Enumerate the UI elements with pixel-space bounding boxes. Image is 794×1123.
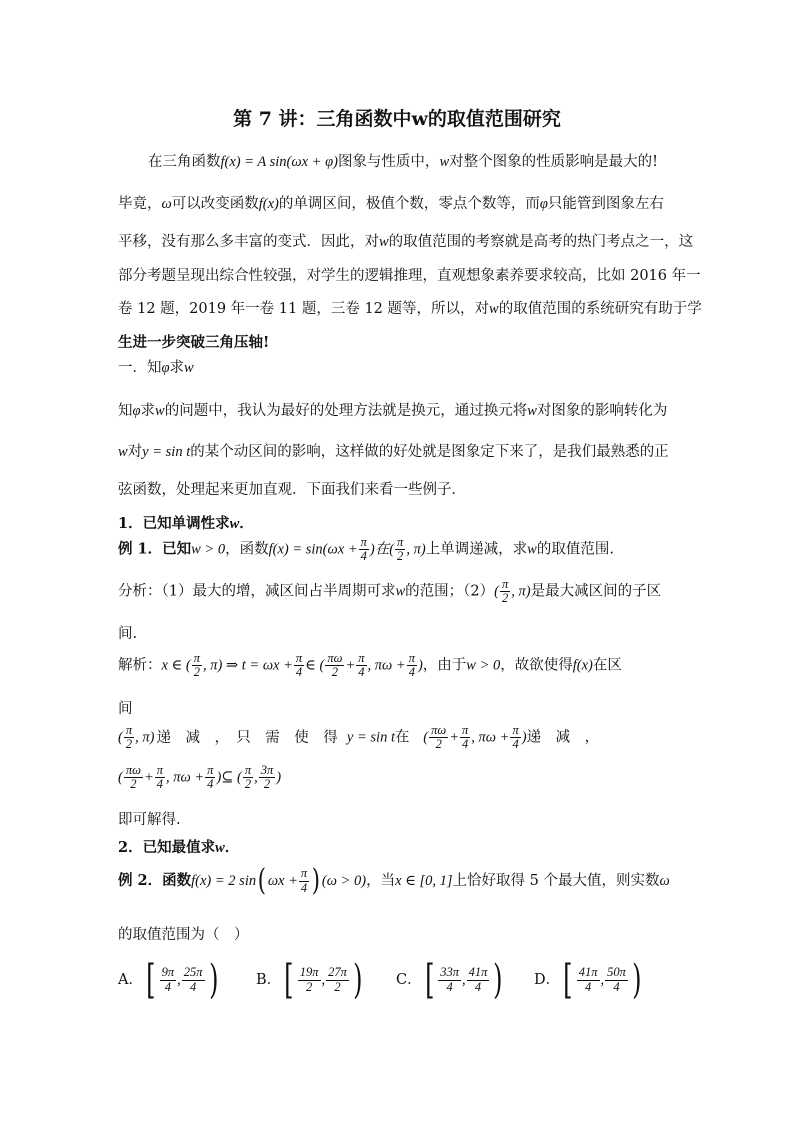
solution-line-2: 间 (118, 701, 133, 717)
text: 解析： (118, 657, 162, 674)
formula: ) (216, 769, 222, 786)
denominator: 4 (613, 979, 620, 994)
fraction (160, 966, 177, 993)
text: 只能管到图象左右 (547, 196, 664, 212)
formula: f(x) = 2 sin (191, 873, 257, 889)
denominator: 2 (501, 591, 509, 606)
formula: + (345, 657, 356, 674)
right-paren: ) (311, 863, 321, 898)
denominator: 4 (358, 665, 365, 680)
symbol-w: w (379, 234, 389, 250)
text: 的取值范围的系统研究有助于学 (498, 301, 702, 317)
denominator: 2 (263, 777, 271, 792)
formula: , (254, 769, 258, 786)
fraction (359, 536, 369, 563)
denominator: 2 (306, 979, 313, 994)
denominator: 4 (446, 979, 453, 994)
text: 1．已知单调性求 (118, 515, 230, 532)
formula: y = sin t (346, 729, 395, 746)
text: 平移，没有那么多丰富的变式．因此，对 (118, 234, 379, 250)
formula: + (449, 729, 460, 746)
denominator: 2 (435, 737, 442, 752)
numerator: π (244, 763, 252, 777)
left-paren: ( (257, 863, 267, 898)
right-paren: ) (493, 957, 503, 1003)
fraction (460, 724, 470, 751)
text: 求 (140, 403, 156, 419)
text: 2．已知最值求 (118, 839, 216, 856)
formula: , π) (406, 541, 426, 558)
text: 对图象的影响转化为 (536, 403, 668, 419)
intro-line-1 (148, 150, 658, 171)
formula: + (143, 769, 154, 786)
solution-line-3 (118, 724, 599, 751)
numerator: πω (125, 763, 141, 777)
numerator: π (193, 651, 201, 665)
option-c[interactable] (396, 957, 506, 1003)
analysis-line-1 (118, 578, 661, 605)
denominator: 4 (474, 979, 482, 994)
numerator: π (512, 723, 519, 737)
formula: w > 0 (191, 541, 226, 558)
solution-line-4 (118, 764, 281, 791)
formula: f(x) = A sin(ωx + φ) (220, 154, 338, 170)
formula: ( (118, 729, 123, 746)
fraction (294, 652, 304, 679)
text: 上恰好取得 5 个最大值，则实数 (452, 873, 660, 889)
text: 在 (394, 729, 410, 746)
numerator: 19π (299, 965, 319, 980)
solution-line-5: 即可解得. (118, 812, 181, 828)
right-paren: ) (353, 957, 363, 1003)
denominator: 4 (295, 665, 303, 680)
text: ． (224, 839, 240, 856)
numerator: π (501, 577, 509, 591)
text: 知 (118, 403, 133, 419)
text: 卷 12 题，2019 年一卷 11 题，三卷 12 题等，所以，对 (118, 301, 490, 317)
fraction (298, 966, 321, 993)
denominator: 4 (189, 979, 197, 994)
left-bracket: [ (424, 957, 435, 1003)
formula: ωx + (267, 873, 298, 889)
symbol-omega: ω (659, 873, 670, 889)
denominator: 4 (585, 979, 592, 994)
fraction (124, 764, 143, 791)
symbol-w: w (395, 583, 406, 600)
text: 上单调递减，求 (425, 541, 528, 558)
text: 在三角函数 (148, 154, 221, 170)
numerator: 50π (607, 965, 626, 980)
numerator: π (300, 866, 308, 881)
fraction (205, 764, 215, 791)
fraction (467, 966, 490, 993)
fraction (124, 724, 134, 751)
numerator: 25π (183, 965, 203, 980)
section-para-line-2 (118, 440, 669, 461)
fraction (510, 724, 520, 751)
symbol-omega: ω (161, 196, 172, 212)
formula: , πω + (166, 769, 205, 786)
option-label: C． (396, 972, 422, 988)
right-paren: ) (632, 957, 642, 1003)
formula: f(x) (258, 196, 279, 212)
comma: , (600, 972, 605, 988)
numerator: π (295, 651, 303, 665)
numerator: π (408, 651, 415, 665)
formula: )在( (369, 541, 395, 558)
intro-line-3 (118, 230, 693, 251)
numerator: π (156, 763, 163, 777)
formula: ) (276, 769, 282, 786)
formula: (ω > 0) (321, 873, 367, 889)
fraction (605, 966, 628, 993)
denominator: 2 (397, 549, 404, 564)
symbol-phi: φ (132, 403, 141, 419)
formula: ∈ ( (305, 657, 325, 674)
text: ，函数 (225, 541, 269, 558)
option-d[interactable] (534, 957, 645, 1003)
comma: , (177, 972, 181, 988)
formula: , πω + (367, 657, 406, 674)
intro-line-2 (118, 192, 664, 213)
denominator: 4 (164, 979, 171, 994)
example-label: 例 2．函数 (118, 872, 192, 889)
formula: ) (521, 729, 527, 746)
fraction (438, 966, 461, 993)
section-para-line-1 (118, 399, 667, 420)
denominator: 4 (462, 737, 469, 752)
fraction (325, 652, 344, 679)
option-label: D． (534, 972, 561, 988)
fraction (299, 867, 309, 894)
fraction (326, 966, 349, 993)
text: ，由于 (422, 657, 467, 674)
text: 对整个图象的性质影响是最大的! (449, 154, 658, 170)
left-bracket: [ (146, 957, 156, 1003)
section-heading (118, 356, 194, 377)
formula: ⊆ ( (221, 769, 242, 786)
fraction (356, 652, 366, 679)
text: 的单调区间，极值个数，零点个数等，而 (278, 196, 540, 212)
text: 的问题中，我认为最好的处理方法就是换元，通过换元将 (164, 403, 528, 419)
symbol-w: w (527, 403, 537, 419)
formula: f(x) (572, 657, 593, 674)
denominator: 2 (130, 777, 137, 792)
symbol-w: w (215, 840, 225, 856)
symbol-w: w (527, 541, 537, 558)
denominator: 2 (193, 665, 200, 680)
denominator: 4 (408, 665, 415, 680)
formula: f(x) = sin(ωx + (268, 541, 358, 558)
text: ，故欲使得 (500, 657, 573, 674)
fraction (259, 764, 276, 791)
subheading-monotonic (118, 512, 254, 533)
option-a[interactable] (118, 957, 221, 1003)
numerator: 33π (440, 965, 459, 980)
fraction (407, 652, 417, 679)
denominator: 4 (360, 549, 367, 564)
text: 可以改变函数 (171, 196, 259, 212)
text: 对 (127, 444, 143, 460)
text: 求 (169, 360, 185, 376)
numerator: 41π (578, 965, 598, 980)
numerator: π (358, 651, 365, 665)
option-label: B． (256, 972, 282, 988)
text: 的取值范围的考察就是高考的热门考点之一，这 (388, 234, 694, 250)
symbol-w: w (118, 444, 128, 460)
text: 递 减 ， 只 需 使 得 (156, 729, 338, 746)
comma: , (321, 972, 326, 988)
text: 一．知 (118, 360, 162, 376)
text: ，当 (366, 873, 396, 889)
numerator: π (207, 763, 214, 777)
formula: , πω + (471, 729, 510, 746)
symbol-w: w (184, 360, 194, 376)
numerator: π (360, 535, 367, 549)
fraction (155, 764, 165, 791)
comma: , (461, 972, 466, 988)
numerator: 41π (468, 965, 488, 980)
formula: x ∈ [0, 1] (395, 873, 453, 889)
intro-line-5 (118, 297, 702, 318)
text: 分析：（1）最大的增，减区间占半周期可求 (118, 583, 396, 600)
text: ． (239, 515, 254, 532)
text: 的范围；（2） (405, 583, 495, 600)
example-label: 例 1．已知 (118, 540, 192, 558)
right-paren: ) (208, 957, 218, 1003)
denominator: 2 (334, 979, 341, 994)
text: 的某个动区间的影响，这样做的好处就是图象定下来了，是我们最熟悉的正 (190, 444, 669, 460)
numerator: 27π (328, 965, 347, 980)
numerator: πω (327, 651, 343, 665)
symbol-phi: φ (539, 196, 548, 212)
fraction (243, 764, 253, 791)
symbol-w: w (439, 154, 450, 170)
formula: w > 0 (466, 657, 501, 674)
numerator: π (462, 723, 469, 737)
denominator: 4 (156, 777, 163, 792)
fraction (429, 724, 448, 751)
denominator: 2 (125, 737, 133, 752)
text: 图象与性质中， (337, 154, 440, 170)
text: 递 减 ， (526, 729, 600, 746)
formula: ( (494, 583, 499, 600)
example-1 (118, 536, 614, 563)
numerator: 9π (161, 965, 175, 980)
fraction (395, 536, 405, 563)
fraction (192, 652, 202, 679)
denominator: 4 (512, 737, 519, 752)
formula: ( (423, 729, 429, 746)
intro-line-6: 生进一步突破三角压轴! (118, 334, 270, 351)
formula: ) (417, 657, 423, 674)
left-bracket: [ (284, 957, 294, 1003)
example-2-line-2: 的取值范围为（ ） (118, 927, 249, 943)
symbol-w: w (489, 301, 499, 317)
numerator: 3π (260, 763, 274, 777)
formula: , π) ⇒ t = ωx + (203, 657, 293, 674)
solution-line-1 (118, 652, 622, 679)
fraction (500, 578, 510, 605)
numerator: πω (431, 723, 447, 737)
left-bracket: [ (563, 957, 573, 1003)
symbol-w: w (155, 403, 165, 419)
symbol-phi: φ (161, 360, 170, 376)
text: 是最大减区间的子区 (530, 583, 662, 600)
subheading-extremum (118, 836, 239, 857)
formula: x ∈ ( (161, 657, 191, 674)
formula: y = sin t (142, 444, 191, 460)
formula: , π) (511, 583, 531, 600)
text: 的取值范围. (536, 541, 614, 558)
option-b[interactable] (256, 957, 366, 1003)
formula: , π) (135, 729, 155, 746)
intro-line-4: 部分考题呈现出综合性较强，对学生的逻辑推理，直观想象素养要求较高，比如 2016 年一 (118, 268, 701, 284)
denominator: 4 (207, 777, 214, 792)
page-title: 第 7 讲：三角函数中w的取值范围研究 (233, 108, 561, 130)
example-2 (118, 863, 670, 898)
text: 在区 (592, 657, 622, 674)
formula: ( (118, 769, 123, 786)
numerator: π (397, 535, 404, 549)
symbol-w: w (229, 516, 240, 532)
fraction (182, 966, 205, 993)
denominator: 2 (244, 777, 252, 792)
denominator: 2 (331, 665, 339, 680)
fraction (577, 966, 600, 993)
denominator: 4 (300, 880, 308, 895)
text: 毕竟， (118, 196, 162, 212)
analysis-line-2: 间. (118, 626, 138, 642)
option-label: A． (118, 972, 143, 988)
numerator: π (125, 723, 133, 737)
section-para-line-3: 弦函数，处理起来更加直观．下面我们来看一些例子． (118, 482, 466, 498)
